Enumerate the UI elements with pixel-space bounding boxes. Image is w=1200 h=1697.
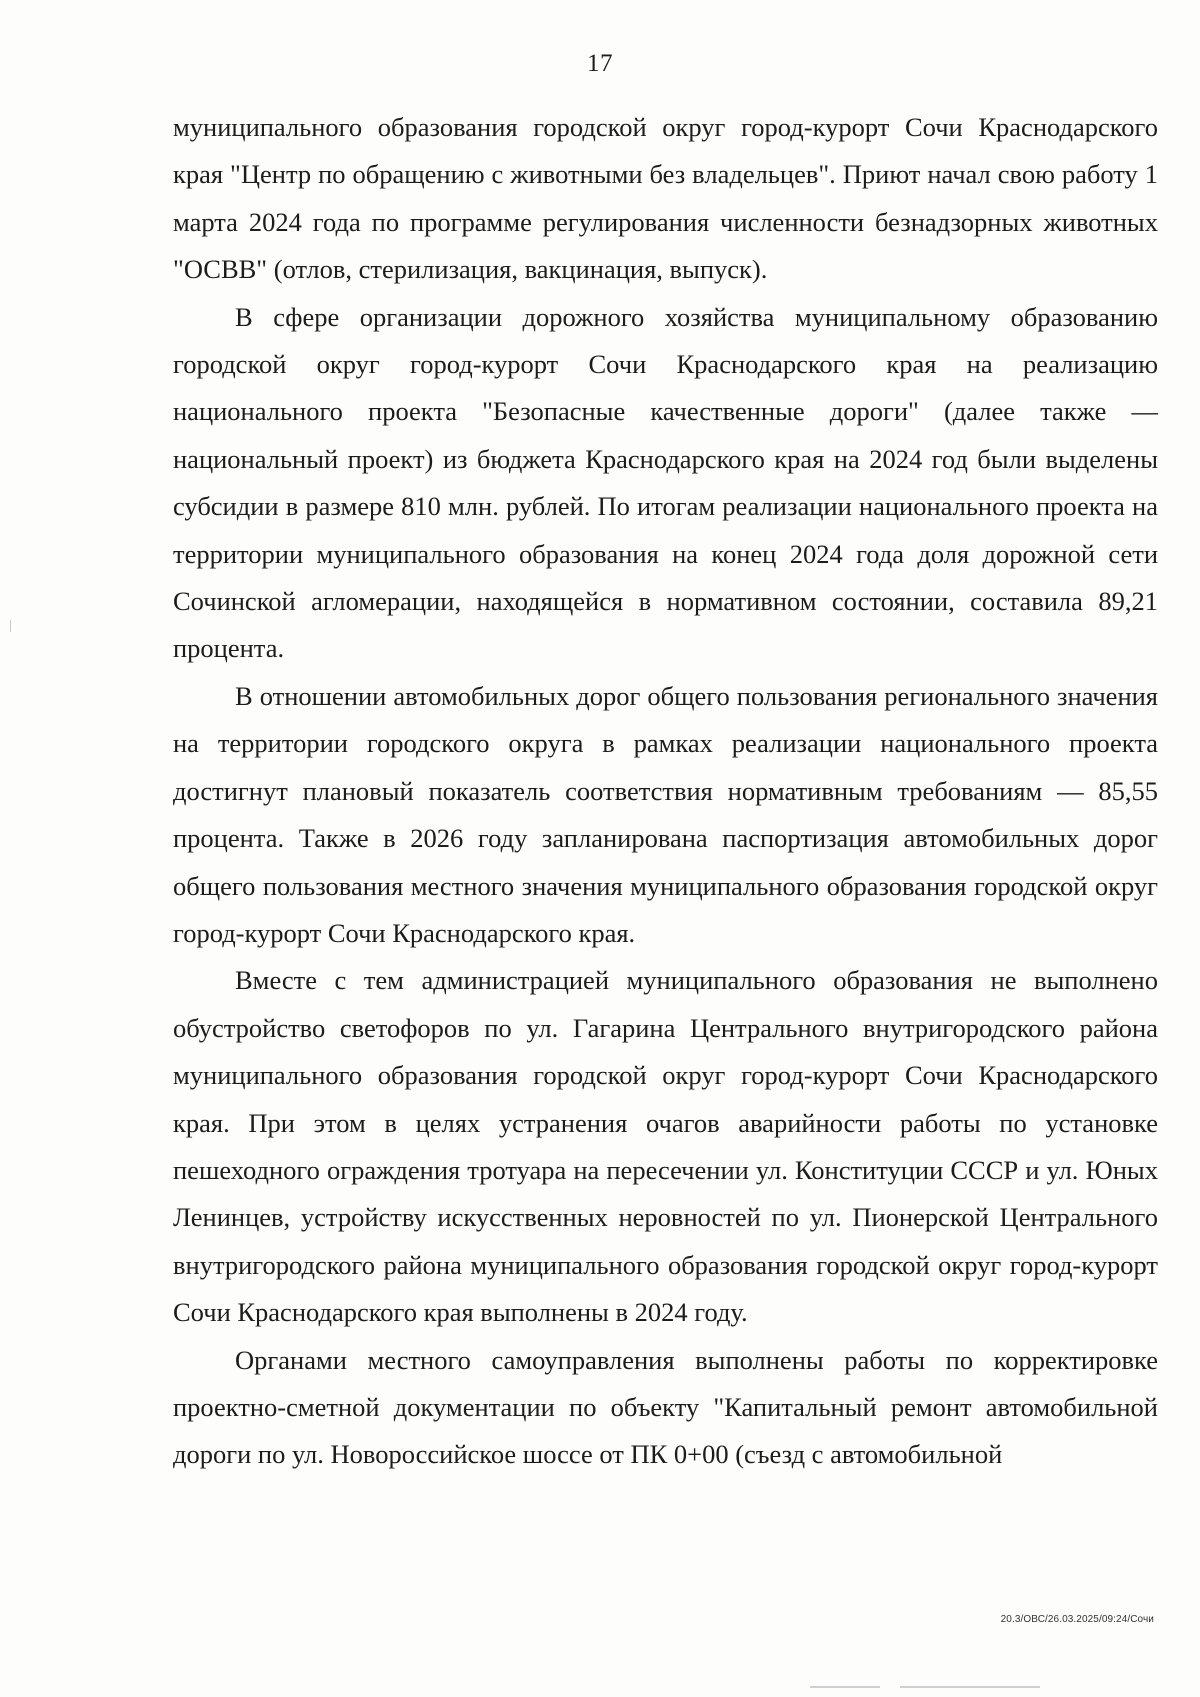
paragraph-traffic-lights: Вместе с тем администрацией муниципального образования не выполнено обустройство светофоров по ул. Гагарина Центрального внутригородского района муниципального образования городской округ город-курорт Сочи Краснодарского края. При этом в целях устранения очагов аварийности работы по установке пешеходного ограждения тротуара на пересечении ул. Конституции СССР и ул. Юных Ленинцев, устройству искусственных неровностей по ул. Пионерской Центрального внутригородского района муниципального образования городской округ город-курорт Сочи Краснодарского края выполнены в 2024 году. <box>173 965 1158 1328</box>
paragraph-road-management: В сфере организации дорожного хозяйства муниципальному образованию городской округ город-курорт Сочи Краснодарского края на реализацию национального проекта "Безопасные качественные дороги" (далее также — национальный проект) из бюджета Краснодарского края на 2024 год были выделены субсидии в размере 810 млн. рублей. По итогам реализации национального проекта на территории муниципального образования на конец 2024 года доля дорожной сети Сочинской агломерации, находящейся в нормативном состоянии, составила 89,21 процента. <box>173 301 1158 664</box>
document-body <box>173 104 1158 1479</box>
paragraph-regional-roads: В отношении автомобильных дорог общего пользования регионального значения на территории городского округа в рамках реализации национального проекта достигнут плановый показатель соответствия нормативным требованиям — 85,55 процента. Также в 2026 году запланирована паспортизация автомобильных дорог общего пользования местного значения муниципального образования городской округ город-курорт Сочи Краснодарского края. <box>173 680 1158 948</box>
scan-artifact <box>10 620 11 632</box>
paragraph-shelter-continuation: муниципального образования городской округ город-курорт Сочи Краснодарского края "Центр по обращению с животными без владельцев". Приют начал свою работу 1 марта 2024 года по программе регулирования численности безнадзорных животных "ОСВВ" (отлов, стерилизация, вакцинация, выпуск). <box>173 112 1158 285</box>
scan-edge-mark <box>900 1686 1040 1688</box>
page-number: 17 <box>587 50 613 77</box>
scan-edge-mark <box>810 1686 880 1688</box>
registration-stamp: 20.3/ОВС/26.03.2025/09:24/Сочи <box>1000 1614 1154 1625</box>
paragraph-design-documentation: Органами местного самоуправления выполнены работы по корректировке проектно-сметной документации по объекту "Капитальный ремонт автомобильной дороги по ул. Новороссийское шоссе от ПК 0+00 (съезд с автомобильной <box>173 1344 1158 1470</box>
